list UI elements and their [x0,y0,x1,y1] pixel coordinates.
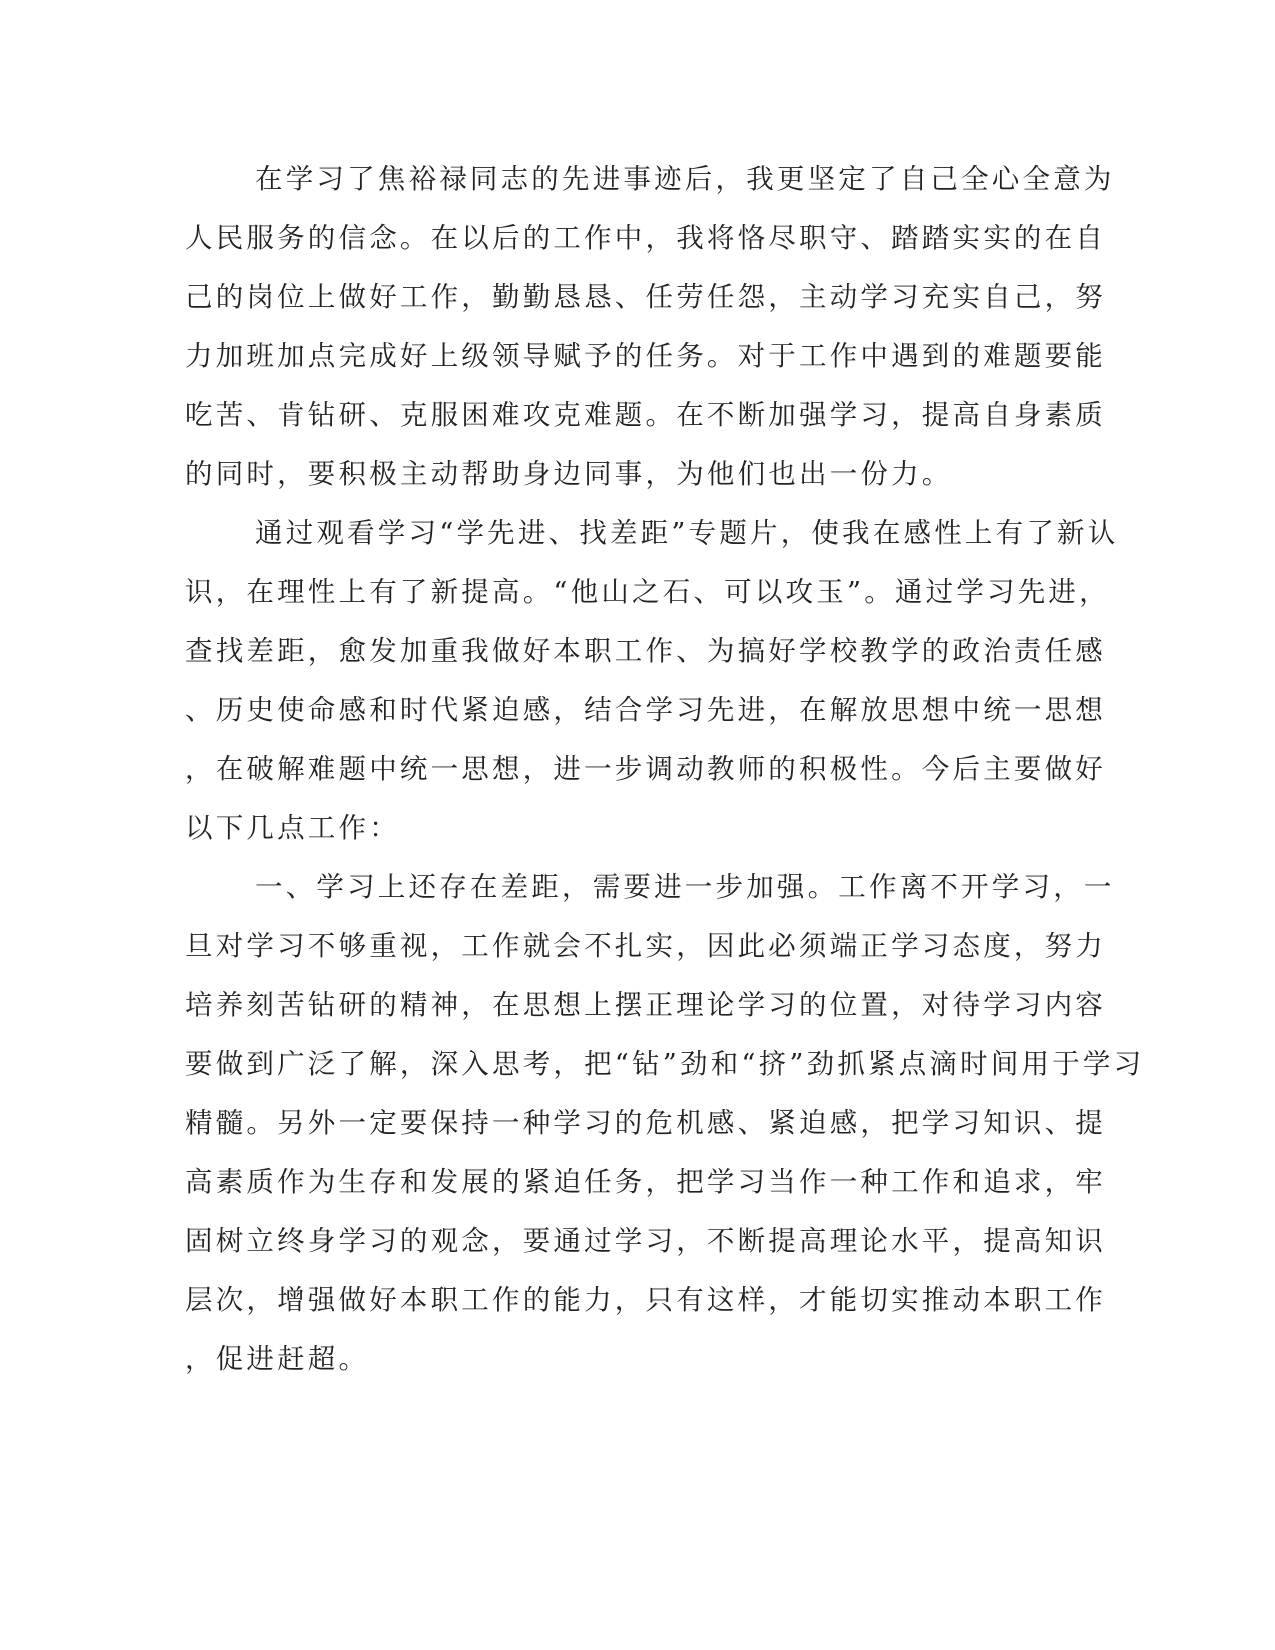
paragraph-1 [185,150,1115,504]
text-line: 培养刻苦钻研的精神，在思想上摆正理论学习的位置，对待学习内容 [185,989,1106,1021]
text-line: 要做到广泛了解，深入思考，把“钻”劲和“挤”劲抓紧点滴时间用于学习 [185,1048,1145,1080]
text-line: 查找差距，愈发加重我做好本职工作、为搞好学校教学的政治责任感 [185,635,1106,667]
text-line: 精髓。另外一定要保持一种学习的危机感、紧迫感，把学习知识、提 [185,1107,1106,1139]
text-line: 旦对学习不够重视，工作就会不扎实，因此必须端正学习态度，努力 [185,930,1106,962]
text-line: 高素质作为生存和发展的紧迫任务，把学习当作一种工作和追求，牢 [185,1166,1106,1198]
text-line: 识，在理性上有了新提高。“他山之石、可以攻玉”。通过学习先进， [185,576,1110,608]
text-line: 一、学习上还存在差距，需要进一步加强。工作离不开学习，一 [255,871,1115,903]
text-line: 吃苦、肯钻研、克服困难攻克难题。在不断加强学习，提高自身素质 [185,399,1106,431]
text-line: 、历史使命感和时代紧迫感，结合学习先进，在解放思想中统一思想 [185,694,1106,726]
text-line: 力加班加点完成好上级领导赋予的任务。对于工作中遇到的难题要能 [185,340,1106,372]
text-line: 通过观看学习“学先进、找差距”专题片，使我在感性上有了新认 [255,517,1119,549]
text-line: 以下几点工作： [185,812,400,844]
text-line: 的同时，要积极主动帮助身边同事，为他们也出一份力。 [185,458,953,490]
text-line: 固树立终身学习的观念，要通过学习，不断提高理论水平，提高知识 [185,1225,1106,1257]
paragraph-3 [185,858,1145,1389]
text-line: ，促进赶超。 [185,1343,370,1375]
text-line: 人民服务的信念。在以后的工作中，我将恪尽职守、踏踏实实的在自 [185,222,1106,254]
text-line: 在学习了焦裕禄同志的先进事迹后，我更坚定了自己全心全意为 [255,163,1115,195]
paragraph-2 [185,504,1119,858]
text-line: 层次，增强做好本职工作的能力，只有这样，才能切实推动本职工作 [185,1284,1106,1316]
document-body [185,150,1145,1389]
text-line: 己的岗位上做好工作，勤勤恳恳、任劳任怨，主动学习充实自己，努 [185,281,1106,313]
text-line: ，在破解难题中统一思想，进一步调动教师的积极性。今后主要做好 [185,753,1106,785]
